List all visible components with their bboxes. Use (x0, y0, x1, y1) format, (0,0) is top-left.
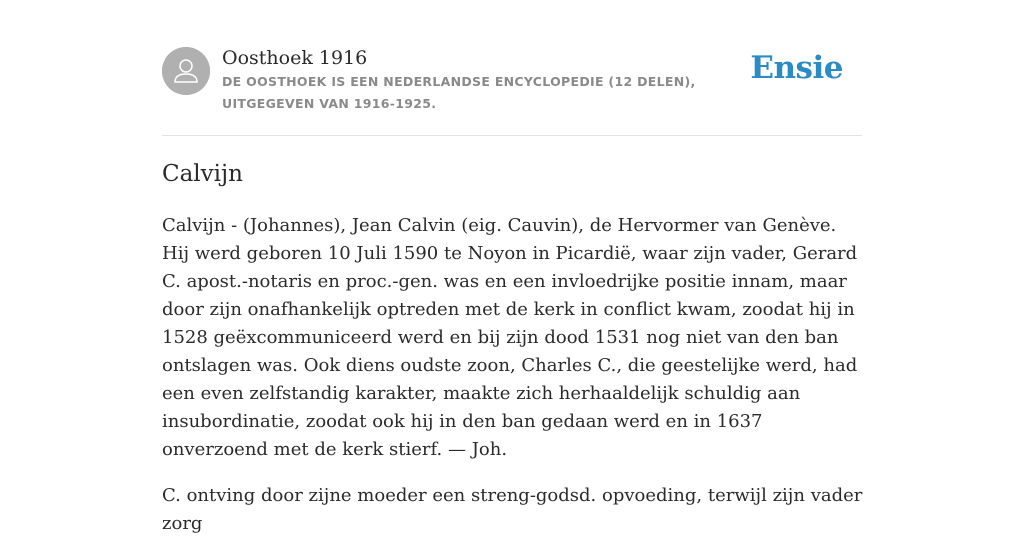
article-body (162, 212, 868, 556)
article-paragraph: Calvijn - (Johannes), Jean Calvin (eig. Cauvin), de Hervormer van Genève. Hij werd geboren 10 Juli 1590 te Noyon in Picardië, waar zijn vader, Gerard C. apost.-notaris en proc.-gen. was en een invloedrijke positie innam, maar door zijn onafhankelijk optreden met de kerk in conflict kwam, zoodat hij in 1528 geëxcommuniceerd werd en bij zijn dood 1531 nog niet van den ban ontslagen was. Ook diens oudste zoon, Charles C., die geestelijke werd, had een even zelfstandig karakter, maakte zich herhaaldelijk schuldig aan insubordinatie, zoodat ook hij in den ban gedaan werd en in 1637 onverzoend met de kerk stierf. — Joh. (162, 215, 858, 460)
article-paragraph: C. ontving door zijne moeder een streng-godsd. opvoeding, terwijl zijn vader zorg (162, 485, 863, 534)
ensie-logo[interactable]: Ensie (750, 50, 843, 86)
article-title: Calvijn (162, 161, 243, 187)
page (162, 0, 863, 534)
source-header (162, 0, 862, 136)
user-icon[interactable] (162, 47, 210, 95)
source-description: DE OOSTHOEK IS EEN NEDERLANDSE ENCYCLOPEDIE (12 DELEN), UITGEGEVEN VAN 1916-1925. (222, 74, 696, 111)
source-title[interactable]: Oosthoek 1916 (222, 47, 368, 69)
source-info (222, 46, 762, 115)
